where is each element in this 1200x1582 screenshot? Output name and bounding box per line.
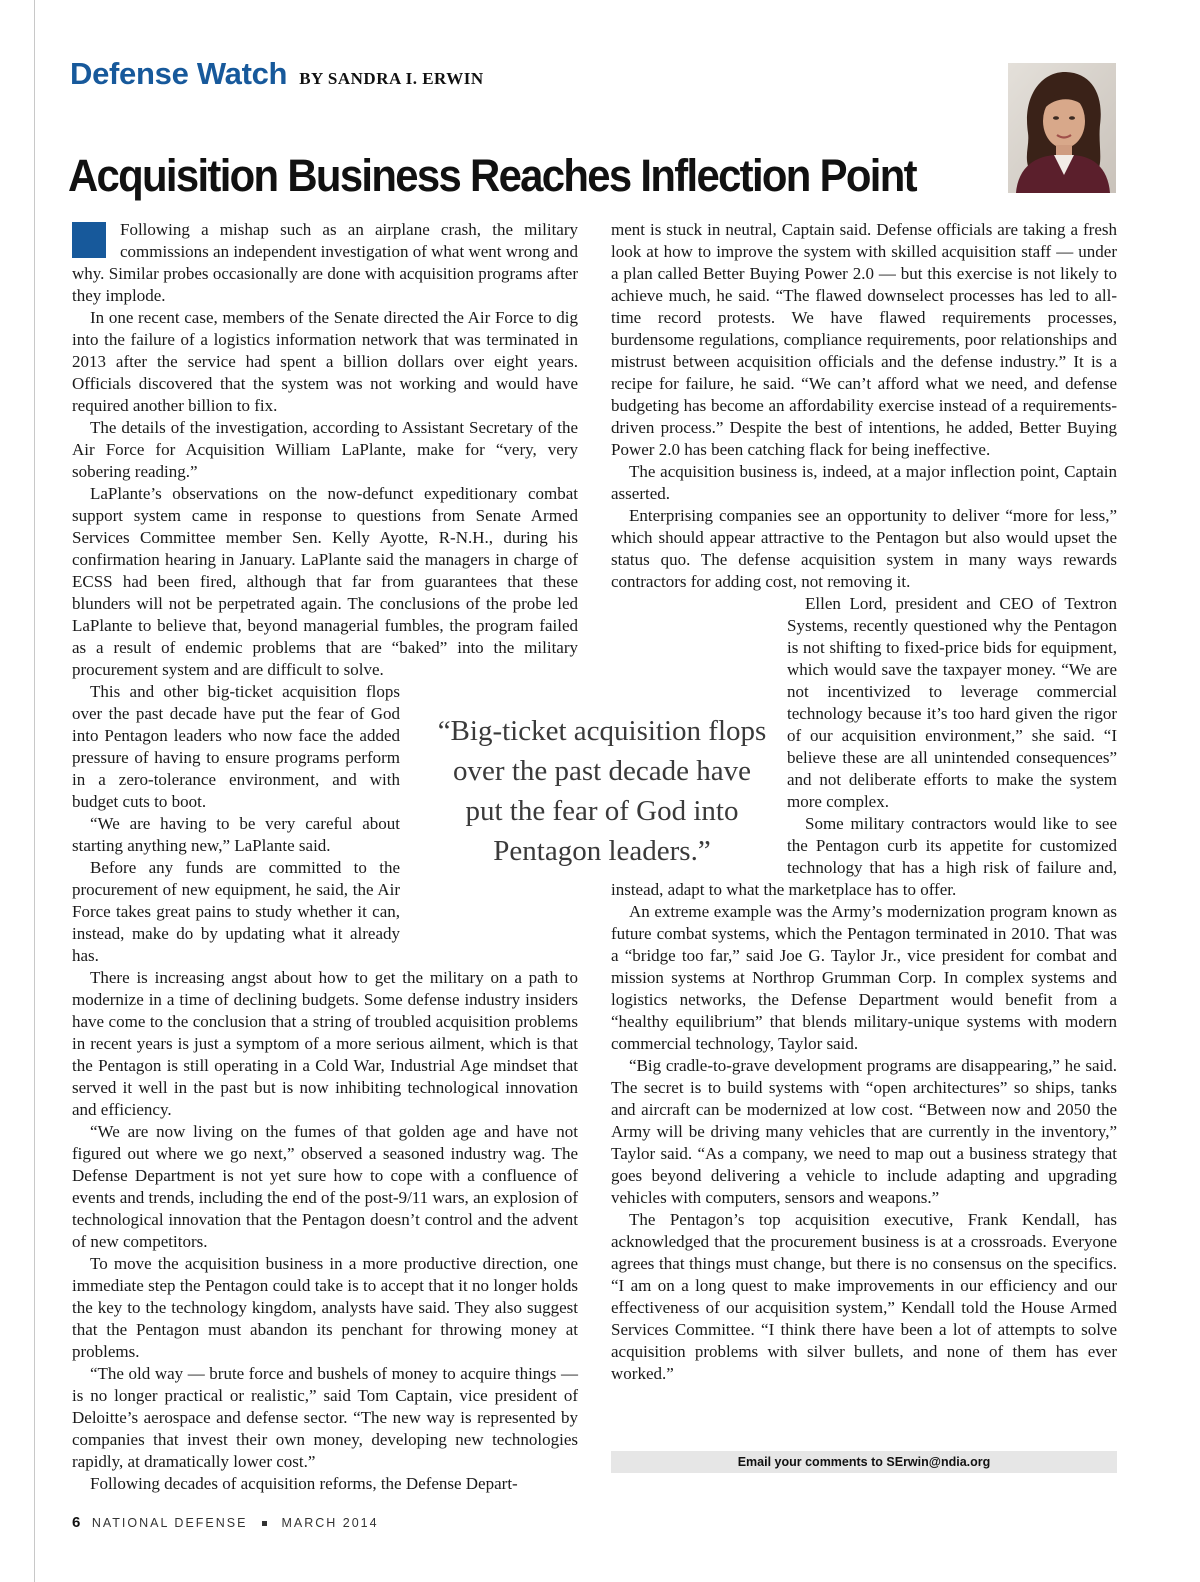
footer-separator [262, 1521, 267, 1526]
author-photo [1008, 63, 1116, 193]
issue-date: MARCH 2014 [281, 1516, 379, 1530]
page-number: 6 [72, 1514, 81, 1531]
paragraph: The details of the investigation, according to Assistant Secretary of the Air Force for Acquisition William LaPlante, make for “very, very sobering reading.” [72, 418, 578, 481]
column-header [70, 56, 484, 92]
drop-cap-block [72, 222, 106, 258]
paragraph: Some military contractors would like to see the Pentagon curb its appetite for customized technology that has a high risk of failure and, instead, adapt to what the marketplace has to offer. [611, 814, 1117, 899]
email-address-link[interactable]: SErwin@ndia.org [886, 1455, 991, 1469]
page-footer [72, 1514, 379, 1531]
author-portrait-icon [1008, 63, 1116, 193]
paragraph: This and other big-ticket acquisition flops over the past decade have put the fear of God into Pentagon leaders who now face the added pressure of having to ensure programs perform in a zero-tolerance environment, and with budget cuts to boot. [72, 682, 400, 811]
headline: Acquisition Business Reaches Inflection Point [68, 150, 916, 201]
paragraph: Following decades of acquisition reforms, the Defense Depart- [90, 1474, 518, 1493]
publication-name: NATIONAL DEFENSE [91, 1516, 248, 1530]
paragraph: An extreme example was the Army’s modernization program known as future combat systems, which the Pentagon terminated in 2010. That was a “bridge too far,” said Joe G. Taylor Jr., vice president for combat and mission systems at Northrop Grumman Corp. In complex systems and logistics networks, the Defense Department would benefit from a “healthy equilibrium” that blends military-unique systems with modern commercial technology, Taylor said. [611, 902, 1117, 1053]
paragraph: In one recent case, members of the Senate directed the Air Force to dig into the failure of a logistics information network that was terminated in 2013 after the service had spent a billion dollars over eight years. Officials discovered that the system was not working and would have required another billion to fix. [72, 308, 578, 415]
paragraph: Before any funds are committed to the procurement of new equipment, he said, the Air Force takes great pains to study whether it can, instead, make do by updating what it already has. [72, 858, 400, 965]
paragraph: ment is stuck in neutral, Captain said. Defense officials are taking a fresh look at how to improve the system with skilled acquisition staff — under a plan called Better Buying Power 2.0 — but this exercise is not likely to achieve much, he said. “The flawed downselect processes has led to all-time record protests. We have flawed requirements processes, burdensome regulations, compliance requirements, poor relationships and mistrust between acquisition officials and the defense industry.” It is a recipe for failure, he said. “We can’t afford what we need, and defense budgeting has become an affordability exercise instead of a requirements-driven process.” Despite the best of intentions, he added, Better Buying Power 2.0 has been catching flack for being ineffective. [611, 220, 1117, 459]
paragraph: To move the acquisition business in a more productive direction, one immediate step the Pentagon could take is to accept that it no longer holds the key to the technology kingdom, analysts have said. They also suggest that the Pentagon must abandon its penchant for throwing money at problems. [72, 1254, 578, 1361]
paragraph: The Pentagon’s top acquisition executive, Frank Kendall, has acknowledged that the procurement business is at a crossroads. Everyone agrees that things must change, but there is no consensus on the specifics. “I am on a long quest to make improvements in our efficiency and our effectiveness of our acquisition system,” Kendall told the House Armed Services Committee. “I think there have been a lot of attempts to solve acquisition problems with silver bullets, and none of them has ever worked.” [611, 1210, 1117, 1383]
paragraph: “We are having to be very careful about starting anything new,” LaPlante said. [72, 814, 400, 855]
pull-quote: “Big-ticket acquisition flops over the past decade have put the fear of God into Pentagon leaders.” [437, 715, 767, 867]
page-margin-rule [34, 0, 35, 1582]
paragraph: Enterprising companies see an opportunity to deliver “more for less,” which should appear attractive to the Pentagon but also would upset the status quo. The defense acquisition system in many ways rewards contractors for adding cost, not removing it. [611, 506, 1117, 591]
paragraph: “We are now living on the fumes of that golden age and have not figured out where we go next,” observed a seasoned industry wag. The Defense Department is not yet sure how to cope with a confluence of events and trends, including the end of the post-9/11 wars, an explosion of technological innovation that the Pentagon doesn’t control and the advent of new competitors. [72, 1122, 578, 1251]
paragraph: There is increasing angst about how to get the military on a path to modernize in a time of declining budgets. Some defense industry insiders have come to the conclusion that a string of troubled acquisition problems in recent years is just a symptom of a more serious ailment, which is that the Pentagon is still operating in a Cold War, Industrial Age mindset that served it well in the past but is now inhibiting technological innovation and efficiency. [72, 968, 578, 1119]
byline: BY SANDRA I. ERWIN [299, 69, 484, 88]
paragraph: Ellen Lord, president and CEO of Textron Systems, recently questioned why the Pentagon is not shifting to fixed-price bids for equipment, which would save the taxpayer money. “We are not incentivized to leverage commercial technology because it’s too hard given the rigor of our acquisition environment,” she said. “I believe these are all unintended consequences” and not deliberate efforts to make the system more complex. [611, 593, 1117, 813]
paragraph: “The old way — brute force and bushels of money to acquire things — is no longer practical or realistic,” said Tom Captain, vice president of Deloitte’s aerospace and defense sector. “The new way is represented by companies that invest their own money, developing new technologies rapidly, at dramatically lower cost.” [72, 1364, 578, 1471]
column-name: Defense Watch [70, 56, 288, 91]
email-comments-bar [611, 1451, 1117, 1473]
paragraph: “Big cradle-to-grave development programs are disappearing,” he said. The secret is to build systems with “open architectures” so ships, tanks and aircraft can be modernized at low cost. “Between now and 2050 the Army will be driving many vehicles that are currently in the inventory,” Taylor said. “As a company, we need to map out a business strategy that goes beyond delivering a vehicle to include adapting and upgrading vehicles with computers, sensors and weapons.” [611, 1056, 1117, 1207]
paragraph: Following a mishap such as an airplane crash, the military commissions an independent investigation of what went wrong and why. Similar probes occasionally are done with acquisition programs after they implode. [72, 220, 578, 305]
paragraph: The acquisition business is, indeed, at a major inflection point, Captain asserted. [611, 462, 1117, 503]
email-prompt: Email your comments to [737, 1455, 883, 1469]
paragraph: LaPlante’s observations on the now-defunct expeditionary combat support system came in response to questions from Senate Armed Services Committee member Sen. Kelly Ayotte, R-N.H., during his confirmation hearing in January. LaPlante said the managers in charge of ECSS had been fired, although that far from guarantees that these blunders will not be perpetrated again. The conclusions of the probe led LaPlante to believe that, beyond managerial fumbles, the program failed as a result of endemic problems that are “baked” into the military procurement system and are difficult to solve. [72, 484, 578, 679]
